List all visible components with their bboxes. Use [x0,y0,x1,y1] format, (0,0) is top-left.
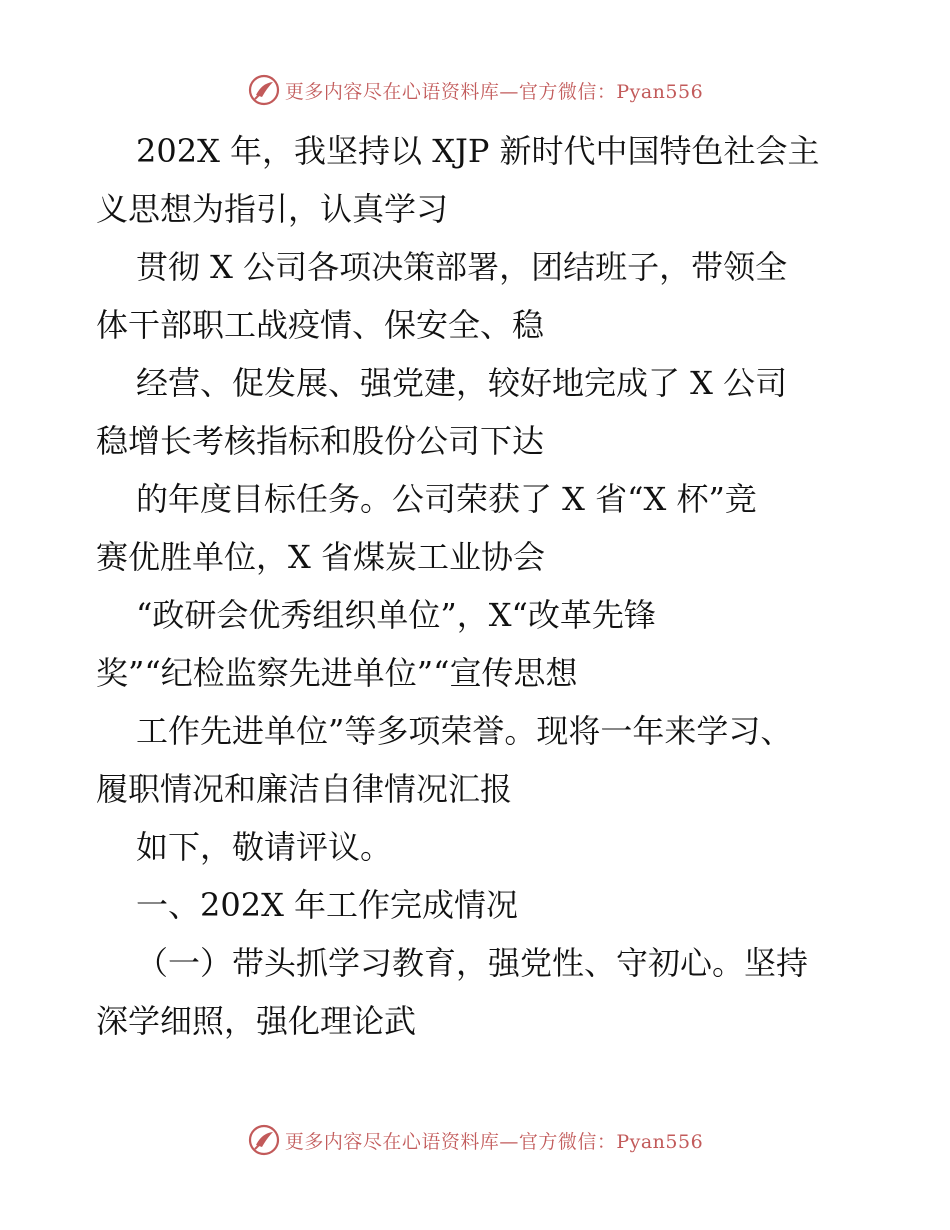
brand-logo-icon [247,73,281,107]
text-line: 体干部职工战疫情、保安全、稳 [96,306,545,344]
text-line: “政研会优秀组织单位”，X“改革先锋 [136,596,656,634]
section-heading: 一、202X 年工作完成情况 [136,886,519,924]
text-line: 贯彻 X 公司各项决策部署，团结班子，带领全 [136,248,788,286]
text-line: 奖”“纪检监察先进单位”“宣传思想 [96,654,578,692]
text-line: （一）带头抓学习教育，强党性、守初心。坚持 [136,944,809,982]
footer-banner-text: 更多内容尽在心语资料库—官方微信：Pyan556 [284,1130,704,1153]
text-line: 义思想为指引，认真学习 [96,190,449,228]
brand-logo-icon [247,1123,281,1157]
text-line: 赛优胜单位，X 省煤炭工业协会 [96,538,545,576]
header-banner-text: 更多内容尽在心语资料库—官方微信：Pyan556 [284,80,704,103]
text-line: 的年度目标任务。公司荣获了 X 省“X 杯”竞 [136,480,757,518]
text-line: 稳增长考核指标和股份公司下达 [96,422,545,460]
footer-banner [0,1120,950,1160]
text-line: 202X 年，我坚持以 XJP 新时代中国特色社会主 [136,132,820,170]
text-line: 如下，敬请评议。 [136,828,393,866]
text-line: 履职情况和廉洁自律情况汇报 [96,770,513,808]
header-banner [0,70,950,110]
text-line: 深学细照，强化理论武 [96,1002,417,1040]
text-line: 工作先进单位”等多项荣誉。现将一年来学习、 [136,712,793,750]
body-paragraph [96,122,866,1050]
text-line: 经营、促发展、强党建，较好地完成了 X 公司 [136,364,788,402]
